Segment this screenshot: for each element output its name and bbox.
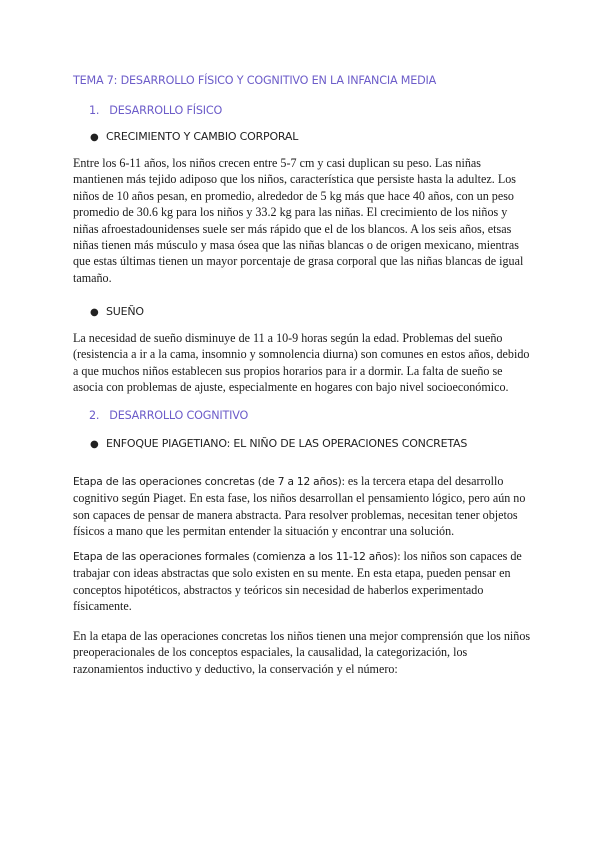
etapa-formales-text: los niños son capaces de trabajar con ideas abstractas que solo existen en su mente. En esta etapa, pueden pensar en conceptos hipotéticos, abstractos y teóricos sin necesidad de haberlos experimentado físicamente. <box>73 549 522 614</box>
document-title: TEMA 7: DESARROLLO FÍSICO Y COGNITIVO EN LA INFANCIA MEDIA <box>73 74 437 87</box>
bullet-dot-icon: ● <box>90 132 99 143</box>
section-label: DESARROLLO FÍSICO <box>109 104 223 117</box>
section-heading-cognitivo <box>89 409 248 422</box>
bullet-heading-sueno <box>90 305 144 318</box>
paragraph-etapa-concretas <box>73 473 533 540</box>
bullet-label: CRECIMIENTO Y CAMBIO CORPORAL <box>106 130 299 143</box>
paragraph-sueno: La necesidad de sueño disminuye de 11 a 10-9 horas según la edad. Problemas del sueño (resistencia a ir a la cama, insomnio y somnolencia diurna) son comunes en estos años, debido a que muchos niños establecen sus propios horarios para ir a dormir. La falta de sueño se asocia con problemas de ajuste, especialmente en hogares con bajo nivel socioeconómico. <box>73 331 530 395</box>
paragraph-etapa-formales <box>73 548 533 615</box>
section-heading-fisico <box>89 104 222 117</box>
paragraph-crecimiento: Entre los 6-11 años, los niños crecen entre 5-7 cm y casi duplican su peso. Las niñas mantienen más tejido adiposo que los niños, característica que persiste hasta la adultez. Los niños de 10 años pesan, en promedio, alrededor de 5 kg más que hace 40 años, con un peso promedio de 30.6 kg para los niños y 33.2 kg para las niñas. El crecimiento de los niños y niñas afroestadounidenses suele ser más rápido que el de los blancos. A los seis años, etsas niñas tienen más músculo y masa ósea que las niñas blancas o de origen mexicano, mientras que estas últimas tienen un mayor porcentaje de grasa corporal que las niñas blancas de igual tamaño. <box>73 156 524 285</box>
bullet-label: ENFOQUE PIAGETIANO: EL NIÑO DE LAS OPERACIONES CONCRETAS <box>106 437 468 450</box>
bullet-dot-icon: ● <box>90 439 99 450</box>
section-label: DESARROLLO COGNITIVO <box>109 409 249 422</box>
paragraph-final: En la etapa de las operaciones concretas los niños tienen una mejor comprensión que los niños preoperacionales de los conceptos espaciales, la causalidad, la categorización, los razonamientos inductivo y deductivo, la conservación y el número: <box>73 629 531 676</box>
etapa-concretas-label: Etapa de las operaciones concretas (de 7 a 12 años): <box>73 476 345 488</box>
etapa-formales-label: Etapa de las operaciones formales (comienza a los 11-12 años): <box>73 551 401 563</box>
section-number: 2. <box>89 409 100 422</box>
bullet-dot-icon: ● <box>90 307 99 318</box>
bullet-label: SUEÑO <box>106 305 144 318</box>
section-number: 1. <box>89 104 100 117</box>
bullet-heading-crecimiento <box>90 130 298 143</box>
bullet-heading-piaget <box>90 437 467 450</box>
etapa-concretas-text: es la tercera etapa del desarrollo cognitivo según Piaget. En esta fase, los niños desarrollan el pensamiento lógico, pero aún no son capaces de pensar de manera abstracta. Para resolver problemas, necesitan tener objetos físicos a mano que les permitan entender la situación y encontrar una solución. <box>73 474 526 539</box>
